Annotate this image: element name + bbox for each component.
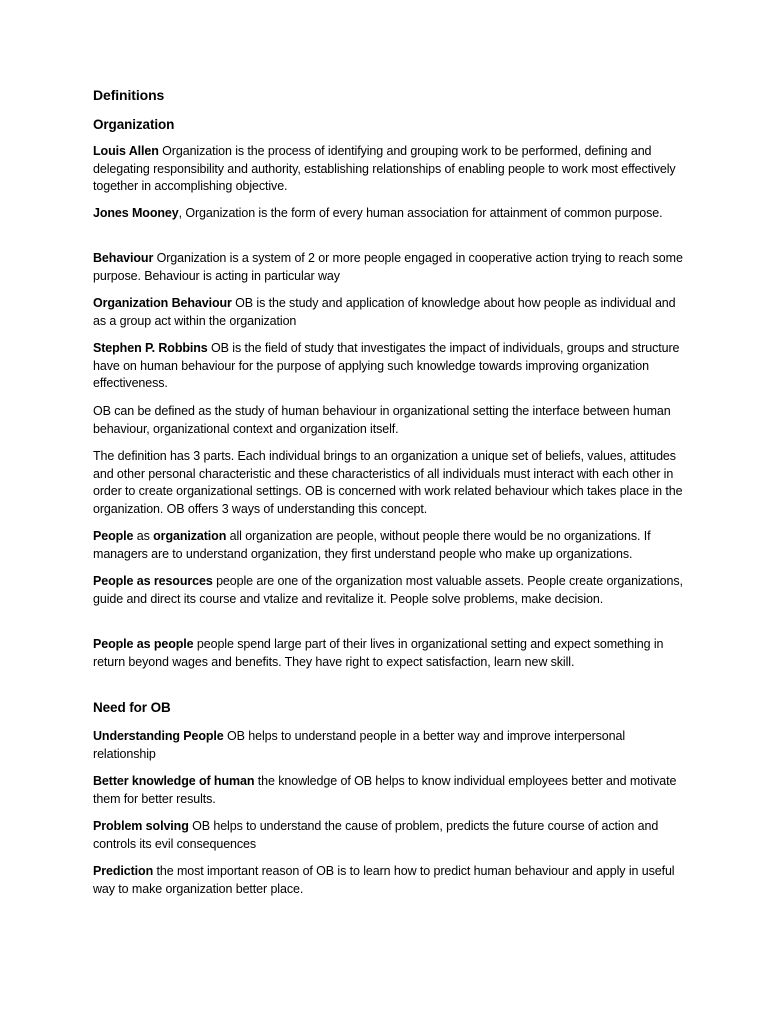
paragraph-text: people spend large part of their lives in organizational setting and expect something in return beyond wages and benefits. They have right to expect satisfaction, learn new skill. <box>93 637 664 669</box>
paragraph-lead: People as people <box>93 637 194 651</box>
paragraph-text: Organization is the process of identifying and grouping work to be performed, defining and delegating responsibility and authority, establishing relationships of enabling people to work most effectively together in accomplishing objective. <box>93 144 676 194</box>
body-paragraph <box>93 403 683 438</box>
definition-paragraph <box>93 205 683 223</box>
section-heading-need-for-ob: Need for OB <box>93 700 171 715</box>
need-item <box>93 728 683 763</box>
need-item-lead: Prediction <box>93 864 154 878</box>
paragraph-lead: Organization Behaviour <box>93 296 232 310</box>
page-title: Definitions <box>93 87 165 103</box>
paragraph-text: OB is the field of study that investigates the impact of individuals, groups and structure have on human behaviour for the purpose of applying such knowledge towards improving organization effectiveness. <box>93 341 680 391</box>
definition-paragraph <box>93 340 683 393</box>
paragraph-text: Organization is a system of 2 or more people engaged in cooperative action trying to reach some purpose. Behaviour is acting in particular way <box>93 251 683 283</box>
need-item <box>93 773 683 808</box>
definition-paragraph <box>93 636 683 671</box>
definition-paragraph <box>93 528 683 563</box>
paragraph-lead-second: organization <box>153 529 227 543</box>
section-heading-organization: Organization <box>93 117 175 132</box>
definition-paragraph <box>93 295 683 330</box>
definition-paragraph <box>93 573 683 608</box>
paragraph-text: , Organization is the form of every human association for attainment of common purpose. <box>178 206 663 220</box>
paragraph-connector: as <box>133 529 154 543</box>
need-item <box>93 818 683 853</box>
paragraph-text: OB is the study and application of knowledge about how people as individual and as a group act within the organization <box>93 296 676 328</box>
paragraph-lead: Behaviour <box>93 251 154 265</box>
paragraph-text: people are one of the organization most valuable assets. People create organizations, guide and direct its course and vtalize and revitalize it. People solve problems, make decision. <box>93 574 683 606</box>
paragraph-text: all organization are people, without people there would be no organizations. If managers are to understand organization, they first understand people who make up organizations. <box>93 529 651 561</box>
paragraph-lead: Stephen P. Robbins <box>93 341 208 355</box>
need-item-lead: Better knowledge of human <box>93 774 255 788</box>
need-item-text: the most important reason of OB is to learn how to predict human behaviour and apply in useful way to make organization better place. <box>93 864 675 896</box>
paragraph-text: OB can be defined as the study of human behaviour in organizational setting the interface between human behaviour, organizational context and organization itself. <box>93 404 671 436</box>
definition-paragraph <box>93 250 683 285</box>
definition-paragraph <box>93 143 683 196</box>
paragraph-lead: People as resources <box>93 574 213 588</box>
need-item-text: OB helps to understand people in a better way and improve interpersonal relationship <box>93 729 626 761</box>
paragraph-lead: People <box>93 529 134 543</box>
need-item-text: OB helps to understand the cause of problem, predicts the future course of action and controls its evil consequences <box>93 819 659 851</box>
paragraph-lead: Louis Allen <box>93 144 159 158</box>
need-item-lead: Understanding People <box>93 729 224 743</box>
body-paragraph <box>93 448 683 519</box>
paragraph-text: The definition has 3 parts. Each individual brings to an organization a unique set of beliefs, values, attitudes and other personal characteristic and these characteristics of all individuals must interact with each other in order to create organizational settings. OB is concerned with work related behaviour which takes place in the organization. OB offers 3 ways of understanding this concept. <box>93 449 683 517</box>
need-item-lead: Problem solving <box>93 819 189 833</box>
paragraph-lead: Jones Mooney <box>93 206 179 220</box>
need-item <box>93 863 683 898</box>
need-item-text: the knowledge of OB helps to know individual employees better and motivate them for better results. <box>93 774 677 806</box>
